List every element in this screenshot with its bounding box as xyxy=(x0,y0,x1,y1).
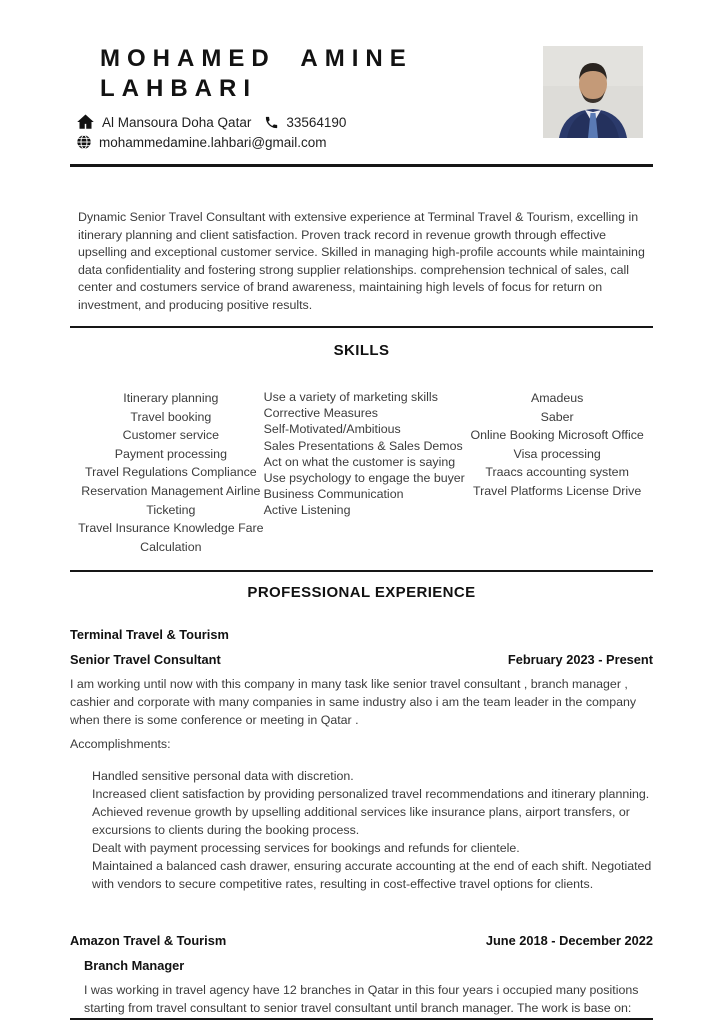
accomplishments-list xyxy=(70,767,653,893)
skill-item: Visa processing xyxy=(513,446,601,461)
role-date-row xyxy=(70,652,653,667)
page-bottom-divider xyxy=(70,1018,653,1020)
job-title: Senior Travel Consultant xyxy=(70,652,221,668)
accomplishment-item: Increased client satisfaction by providing personalized travel recommendations and itinerary planning. xyxy=(92,787,650,802)
skill-item: Travel booking xyxy=(130,409,212,424)
job-dates: June 2018 - December 2022 xyxy=(485,933,653,949)
accomplishment-item: Achieved revenue growth by upselling additional services like insurance plans, airport transfers, or excursions to clients during the booking process. xyxy=(92,805,630,838)
skills-grid xyxy=(70,389,653,556)
job-description: I am working until now with this company in many task like senior travel consultant , branch manager , cashier and corporate with many companies in same industry also i am the team leader in the company when there is some conference or meeting in Qatar . xyxy=(70,677,637,728)
accomplishment-item: Dealt with payment processing services for bookings and refunds for clientele. xyxy=(92,841,520,856)
accomplishment-item: Maintained a balanced cash drawer, ensuring accurate accounting at the end of each shift. Negotiated with vendors to secure competitive rates, resulting in cost-effective travel options for clients. xyxy=(92,859,652,892)
skills-column-2 xyxy=(264,389,470,556)
skill-item: Reservation Management Airline Ticketing xyxy=(81,483,261,517)
company-date-row xyxy=(70,933,653,948)
skills-bottom-divider xyxy=(70,570,653,572)
skill-item: Online Booking Microsoft Office xyxy=(470,428,644,443)
skill-item: Use psychology to engage the buyer xyxy=(263,471,465,486)
skill-item: Travel Insurance Knowledge Fare Calculation xyxy=(78,521,264,554)
job-title: Branch Manager xyxy=(84,958,185,974)
experience-entry-terminal xyxy=(70,627,653,893)
skill-item: Use a variety of marketing skills xyxy=(263,390,438,404)
skill-item: Business Communication xyxy=(263,487,404,502)
header-divider xyxy=(70,164,653,167)
company-name: Terminal Travel & Tourism xyxy=(70,627,229,643)
home-icon xyxy=(76,113,95,131)
accomplishments-label: Accomplishments: xyxy=(70,737,171,752)
email-text: mohammedamine.lahbari@gmail.com xyxy=(99,134,327,150)
skill-item: Traacs accounting system xyxy=(485,465,629,480)
candidate-name xyxy=(100,44,413,104)
skill-item: Travel Platforms License Drive xyxy=(473,483,642,498)
contact-row-email xyxy=(76,134,413,150)
skill-item: Corrective Measures xyxy=(263,406,378,421)
skill-item: Itinerary planning xyxy=(123,391,219,405)
skill-item: Active Listening xyxy=(263,503,351,518)
header-identity xyxy=(70,44,413,150)
skills-section-title: SKILLS xyxy=(333,342,390,359)
job-description: I was working in travel agency have 12 branches in Qatar in this four years i occupied many positions starting from travel consultant to senior travel consultant until branch manager. The work is base on: xyxy=(84,983,639,1016)
skill-item: Act on what the customer is saying xyxy=(263,454,456,469)
skill-item: Travel Regulations Compliance xyxy=(84,465,257,480)
skill-item: Amadeus xyxy=(530,391,584,405)
skill-item: Payment processing xyxy=(114,446,227,461)
experience-entry-amazon xyxy=(70,933,653,1017)
skill-item: Customer service xyxy=(122,428,220,443)
candidate-first-name: MOHAMED AMINE xyxy=(100,45,413,72)
accomplishment-item: Handled sensitive personal data with discretion. xyxy=(92,769,354,784)
phone-text: 33564190 xyxy=(286,114,347,130)
skill-item: Self-Motivated/Ambitious xyxy=(263,422,401,437)
skills-column-3 xyxy=(469,389,645,556)
contact-row-address-phone xyxy=(76,113,413,131)
professional-summary: Dynamic Senior Travel Consultant with extensive experience at Terminal Travel & Tourism, excelling in itinerary planning and client satisfaction. Proven track record in revenue growth through effective upselling and exceptional customer service. Skilled in managing high-profile accounts while maintaining data confidentiality and fostering strong supplier relationships. comprehension technical of sales, call center and costumers service of brand awareness, maintaining high levels of focus for return on investment, and producing positive results. xyxy=(78,210,645,312)
experience-section-title: PROFESSIONAL EXPERIENCE xyxy=(247,584,476,602)
skills-column-1 xyxy=(78,389,264,556)
resume-header xyxy=(70,44,653,150)
globe-icon xyxy=(76,134,92,150)
skills-top-divider xyxy=(70,326,653,328)
phone-icon xyxy=(264,115,279,130)
contact-block xyxy=(100,113,413,150)
candidate-last-name: LAHBARI xyxy=(100,75,257,102)
company-name: Amazon Travel & Tourism xyxy=(70,933,227,949)
job-dates: February 2023 - Present xyxy=(507,652,653,668)
address-text: Al Mansoura Doha Qatar xyxy=(102,114,252,130)
skill-item: Sales Presentations & Sales Demos xyxy=(263,438,463,453)
skill-item: Saber xyxy=(540,409,574,424)
profile-photo xyxy=(543,46,643,138)
